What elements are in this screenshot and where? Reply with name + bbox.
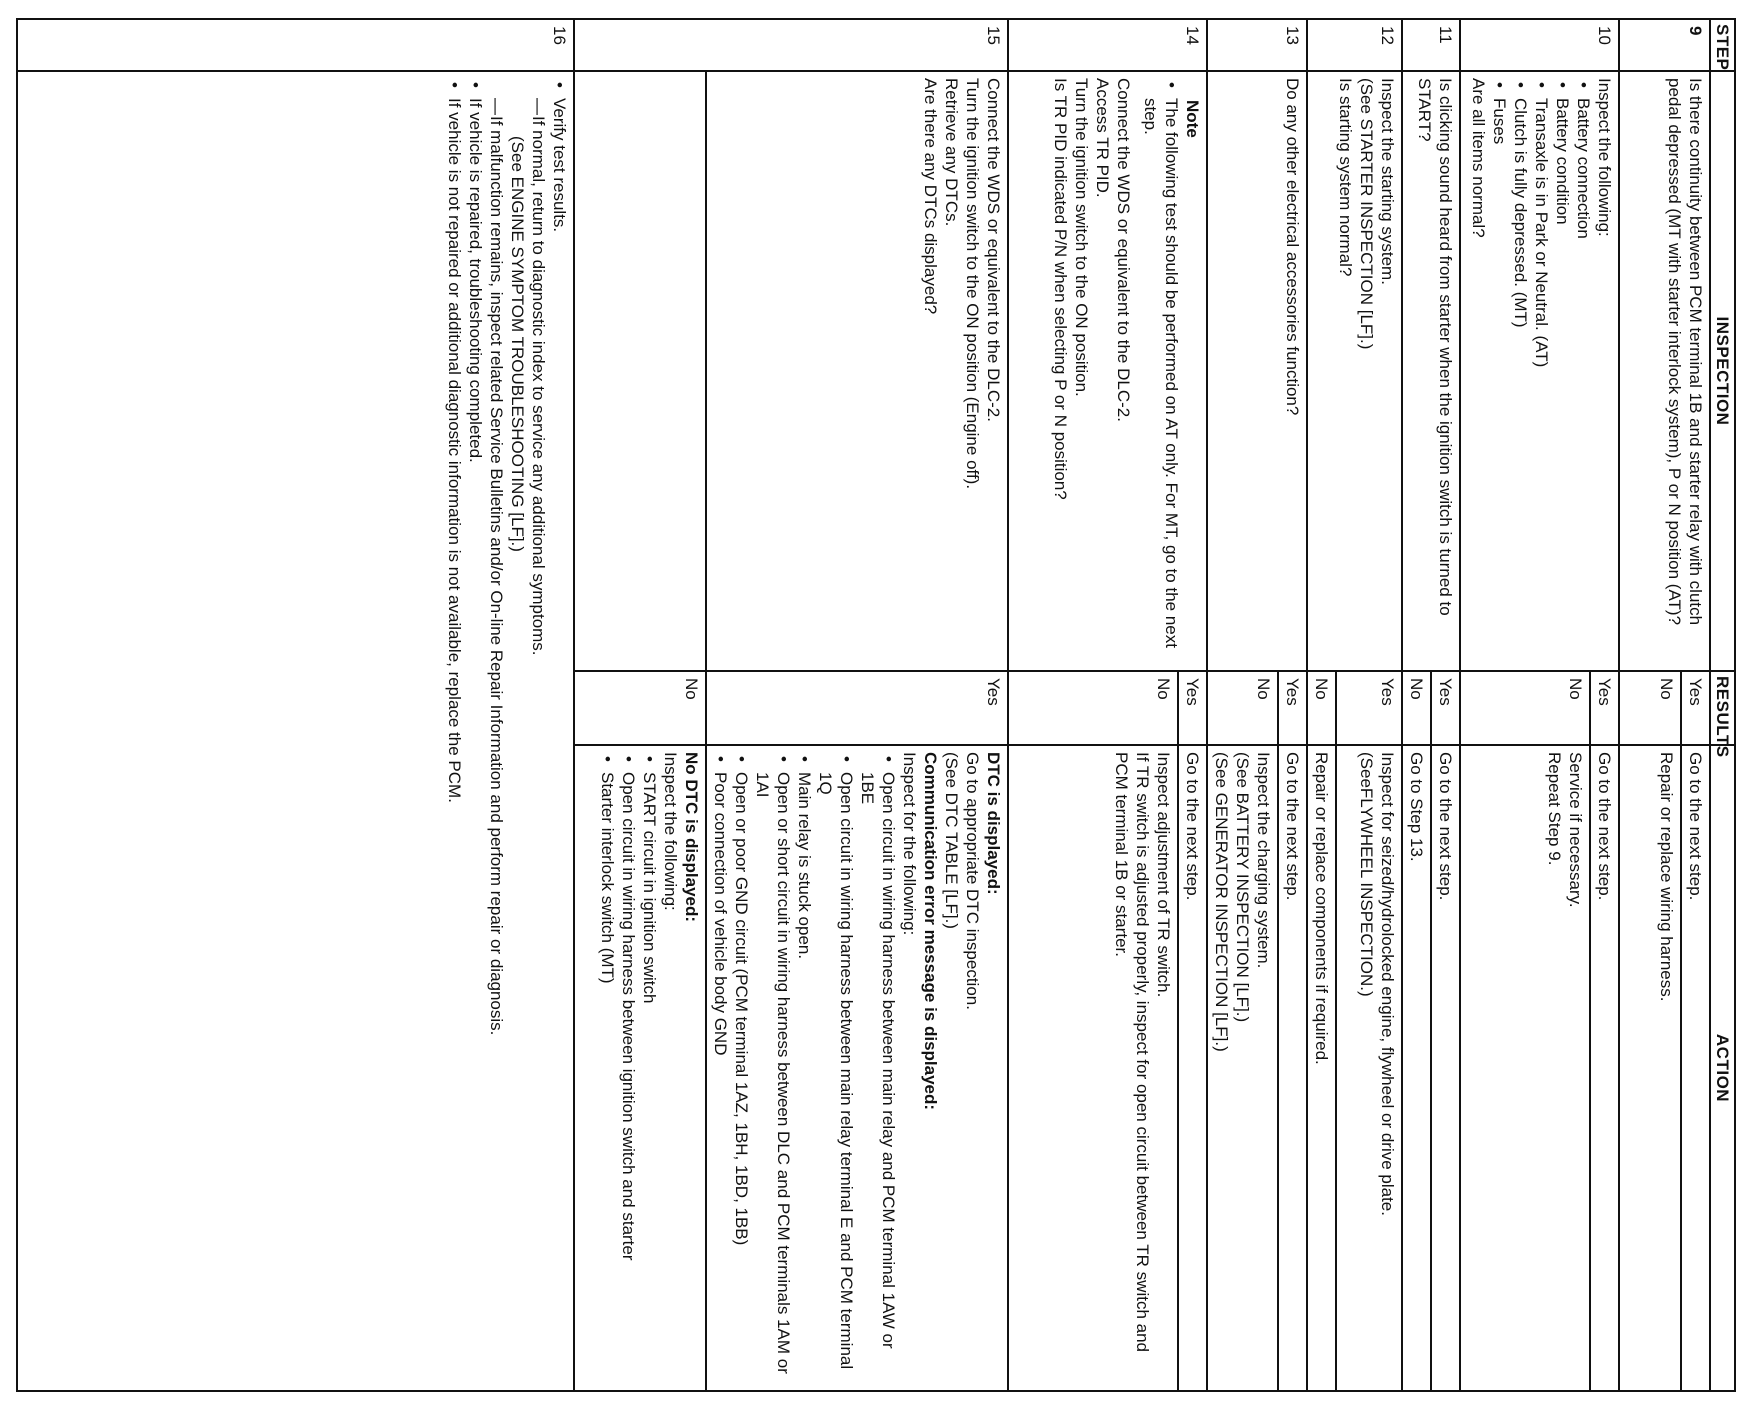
step-13-inspection: Do any other electrical accessories function?	[1207, 71, 1307, 671]
list-item: • Clutch is fully depressed. (MT)	[1510, 78, 1531, 664]
step-10-inspection	[1460, 71, 1619, 671]
inspection-line: Is TR PID indicated P/N when selecting P or N position?	[1051, 78, 1070, 500]
verify-list	[444, 78, 570, 1384]
action-line: Repeat Step 9.	[1545, 752, 1564, 866]
action-no	[1207, 745, 1278, 1391]
sub-item-line: — If normal, return to diagnostic index to service any additional symptoms.	[529, 116, 548, 656]
step-9-inspection: Is there continuity between PCM terminal 1B and starter relay with clutch pedal depressed (MT with starter interlock system), P or N position (AT)?	[1619, 71, 1710, 671]
action-line: Inspect the following:	[661, 752, 680, 911]
action-line: (See BATTERY INSPECTION [LF].)	[1233, 752, 1252, 1023]
note-title: Note	[1183, 100, 1202, 138]
action-line: (See GENERATOR INSPECTION [LF].)	[1212, 752, 1231, 1052]
step-number: 11	[1402, 19, 1460, 71]
no-dtc-list	[597, 752, 660, 1384]
result-yes: Yes	[1178, 671, 1207, 745]
table-row	[17, 19, 574, 1391]
note-item: • The following test should be performed on AT only. For MT, go to the next step.	[1140, 78, 1182, 664]
action-no	[1460, 745, 1590, 1391]
list-item	[486, 78, 570, 1384]
step-12-inspection	[1307, 71, 1402, 671]
step-number: 12	[1307, 19, 1402, 71]
step-15-inspection	[706, 71, 1008, 671]
sub-item	[507, 98, 549, 1384]
sub-item: — If malfunction remains, inspect related Service Bulletins and/or On-line Repair Information and perform repair or diagnosis.	[486, 98, 507, 1384]
action-line: Inspect for the following:	[900, 752, 919, 936]
list-item: • Fuses	[1489, 78, 1510, 664]
step-9-number: 9	[1686, 26, 1705, 36]
table-row	[574, 19, 706, 1391]
table-row	[1431, 19, 1460, 1391]
result-no: No	[1008, 671, 1178, 745]
action-line: Go to appropriate DTC inspection.	[963, 752, 982, 1010]
table-row	[1681, 19, 1710, 1391]
action-yes: Go to the next step.	[1431, 745, 1460, 1391]
list-item: • Open or short circuit in wiring harness between DLC and PCM terminals 1AM or 1AI	[752, 752, 794, 1384]
step-number: 13	[1207, 19, 1307, 71]
action-yes: Go to the next step.	[1590, 745, 1619, 1391]
inspection-line: Connect the WDS or equivalent to the DLC-2.	[1114, 78, 1133, 422]
inspection-line: Inspect the starting system.	[1378, 78, 1397, 285]
sub-item-line: (See ENGINE SYMPTOM TROUBLESHOOTING [LF].)	[508, 136, 527, 552]
action-yes	[1336, 745, 1402, 1391]
table-row	[1278, 19, 1307, 1391]
communication-error-list	[710, 752, 899, 1384]
list-item: • If vehicle is repaired, troubleshooting completed.	[465, 78, 486, 1384]
step-number: 15	[574, 19, 1008, 71]
action-line: If TR switch is adjusted properly, inspect for open circuit between TR switch and PCM terminal 1B or starter.	[1112, 752, 1152, 1352]
result-no: No	[1207, 671, 1278, 745]
step-number: 10	[1460, 19, 1619, 71]
inspection-line: (See STARTER INSPECTION [LF].)	[1357, 78, 1376, 350]
action-no: Repair or replace components if required.	[1307, 745, 1336, 1391]
header-step: STEP	[1710, 19, 1735, 71]
list-item: • Open circuit in wiring harness between main relay and PCM terminal 1AW or 1BE	[857, 752, 899, 1384]
inspection-line: Retrieve any DTCs.	[942, 78, 961, 227]
table-header-row	[1710, 19, 1735, 1391]
table-row	[1336, 19, 1402, 1391]
list-item: • Open circuit in wiring harness between ignition switch and starter	[618, 752, 639, 1384]
step-16-content	[17, 71, 574, 1391]
dtc-displayed-title: DTC is displayed:	[984, 752, 1003, 895]
step-number	[1619, 19, 1710, 71]
list-item: • Battery condition	[1552, 78, 1573, 664]
result-yes: Yes	[1336, 671, 1402, 745]
step-15-inspection-empty	[574, 71, 706, 671]
inspection-line: Is starting system normal?	[1336, 78, 1355, 277]
step-number: 14	[1008, 19, 1207, 71]
list-item: • Open or poor GND circuit (PCM terminal 1AZ, 1BH, 1BD, 1BB)	[731, 752, 752, 1384]
list-item: • Poor connection of vehicle body GND	[710, 752, 731, 1384]
result-yes: Yes	[1590, 671, 1619, 745]
action-no: Repair or replace wiring harness.	[1619, 745, 1681, 1391]
step-11-inspection: Is clicking sound heard from starter when the ignition switch is turned to START?	[1402, 71, 1460, 671]
inspection-question: Are all items normal?	[1469, 78, 1488, 238]
list-item: • If vehicle is not repaired or additional diagnostic information is not available, replace the PCM.	[444, 78, 465, 1384]
no-dtc-title: No DTC is displayed:	[682, 752, 701, 923]
inspection-line: Turn the ignition switch to the ON position.	[1072, 78, 1091, 397]
action-no	[1008, 745, 1178, 1391]
result-yes: Yes	[1431, 671, 1460, 745]
action-line: Inspect the charging system.	[1254, 752, 1273, 969]
header-inspection: INSPECTION	[1710, 71, 1735, 671]
result-yes: Yes	[1681, 671, 1710, 745]
action-line: Inspect for seized/hydrolocked engine, flywheel or drive plate.	[1378, 752, 1397, 1216]
list-item: • Open circuit in wiring harness between main relay terminal E and PCM terminal 1Q	[815, 752, 857, 1384]
action-no: Go to Step 13.	[1402, 745, 1431, 1391]
result-no: No	[1460, 671, 1590, 745]
list-item: • Transaxle is in Park or Neutral. (AT)	[1531, 78, 1552, 664]
action-line: Service if necessary.	[1566, 752, 1585, 908]
inspection-intro: Inspect the following:	[1595, 78, 1614, 237]
step-14-inspection	[1008, 71, 1207, 671]
action-line: (SeeFLYWHEEL INSPECTION.)	[1357, 752, 1376, 997]
action-yes: Go to the next step.	[1178, 745, 1207, 1391]
result-no: No	[1619, 671, 1681, 745]
inspection-line: Connect the WDS or equivalent to the DLC-2.	[984, 78, 1003, 422]
list-item: • Main relay is stuck open.	[794, 752, 815, 1384]
action-no	[574, 745, 706, 1391]
result-no: No	[574, 671, 706, 745]
action-yes: Go to the next step.	[1681, 745, 1710, 1391]
result-no: No	[1307, 671, 1336, 745]
action-yes: Go to the next step.	[1278, 745, 1307, 1391]
inspection-line: Are there any DTCs displayed?	[921, 78, 940, 315]
list-item: • Starter interlock switch (MT)	[597, 752, 618, 1384]
action-line: (See DTC TABLE [LF].)	[942, 752, 961, 929]
table-row	[1590, 19, 1619, 1391]
communication-error-title: Communication error message is displayed:	[921, 752, 940, 1111]
verify-title: • Verify test results.	[550, 98, 569, 233]
inspection-items-list	[1489, 78, 1594, 664]
list-item: • Battery connection	[1573, 78, 1594, 664]
inspection-line: Turn the ignition switch to the ON position (Engine off).	[963, 78, 982, 490]
table-row	[706, 19, 1008, 1391]
verify-sub-list	[486, 98, 549, 1384]
result-yes: Yes	[1278, 671, 1307, 745]
result-yes: Yes	[706, 671, 1008, 745]
step-number: 16	[17, 19, 574, 71]
table-row	[1178, 19, 1207, 1391]
inspection-line: Access TR PID.	[1093, 78, 1112, 198]
note-list	[1140, 78, 1182, 664]
header-action: ACTION	[1710, 745, 1735, 1391]
result-no: No	[1402, 671, 1431, 745]
action-line: Inspect adjustment of TR switch.	[1154, 752, 1173, 998]
action-yes	[706, 745, 1008, 1391]
header-results: RESULTS	[1710, 671, 1735, 745]
list-item: • START circuit in ignition switch	[639, 752, 660, 1384]
diagnostic-procedure-table	[16, 18, 1736, 1392]
